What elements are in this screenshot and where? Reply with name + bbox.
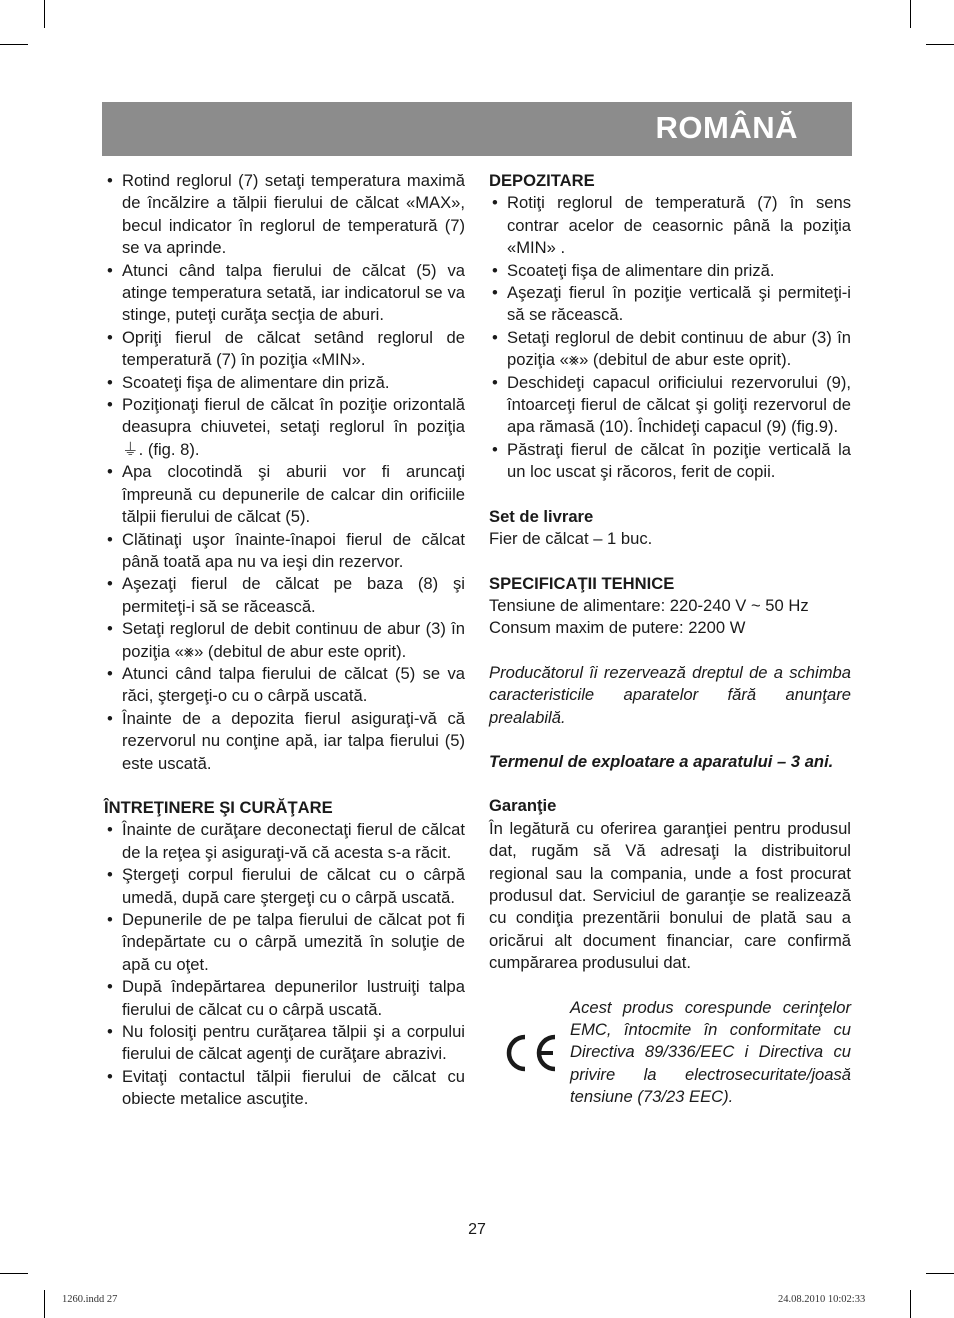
crop-mark: [44, 1290, 45, 1318]
ce-compliance-block: [489, 997, 851, 1109]
left-column: [104, 170, 465, 1111]
language-header-bar: [102, 102, 852, 156]
list-item: • Ştergeţi corpul fierului de călcat cu o cârpă umedă, după care ştergeţi cu o cârpă uscată.: [104, 864, 465, 909]
list-item: • Scoateţi fişa de alimentare din priză.: [489, 260, 851, 282]
crop-mark: [926, 1273, 954, 1274]
maintenance-list: [104, 819, 465, 1110]
list-item: • Aşezaţi fierul în poziţie verticală şi permiteţi-i să se răcească.: [489, 282, 851, 327]
list-item: • Nu folosiţi pentru curăţarea tălpii şi a corpului fierului de călcat agenţi de curăţare abrazivi.: [104, 1021, 465, 1066]
list-item: • Înainte de curăţare deconectaţi fierul de călcat de la reţea şi asiguraţi-vă că acesta s-a răcit.: [104, 819, 465, 864]
print-slug-date: 24.08.2010 10:02:33: [778, 1294, 866, 1305]
list-item: • După îndepărtarea depunerilor lustruiţi talpa fierului de călcat cu o cârpă uscată.: [104, 976, 465, 1021]
maintenance-heading: ÎNTREŢINERE ŞI CURĂŢARE: [104, 797, 333, 817]
list-item: • Poziţionaţi fierul de călcat în poziţie orizontală deasupra chiuvetei, setaţi reglorul în poziţia ⏚. (fig. 8).: [104, 394, 465, 461]
list-item: • Rotiţi reglorul de temperatură (7) în sens contrar acelor de ceasornic până la poziţia «MIN» .: [489, 192, 851, 259]
list-item: • Opriţi fierul de călcat setând reglorul de temperatură (7) în poziţia «MIN».: [104, 327, 465, 372]
list-item: • Atunci când talpa fierului de călcat (5) se va răci, ştergeţi-o cu o cârpă uscată.: [104, 663, 465, 708]
list-item: • Deschideţi capacul orificiului rezervorului (9), întoarceţi fierul de călcat şi goliţi rezervorul de apa rămasă (10). Închideţi capacul (9) (fig.9).: [489, 372, 851, 439]
crop-mark: [926, 44, 954, 45]
crop-mark: [0, 1273, 28, 1274]
crop-mark: [910, 1290, 911, 1318]
ce-mark-icon: [503, 1033, 559, 1073]
spec-power: Consum maxim de putere: 2200 W: [489, 618, 746, 638]
crop-mark: [0, 44, 28, 45]
delivery-heading: Set de livrare: [489, 506, 594, 526]
page-number: 27: [468, 1221, 486, 1238]
delivery-text: Fier de călcat – 1 buc.: [489, 529, 653, 549]
right-column: [489, 170, 851, 1109]
list-item: • Clătinaţi uşor înainte-înapoi fierul de călcat până toată apa nu va ieşi din rezervor.: [104, 529, 465, 574]
list-item: • Depunerile de pe talpa fierului de călcat pot fi îndepărtate cu o cârpă umezită în soluţie de apă cu oţet.: [104, 909, 465, 976]
print-slug-file: 1260.indd 27: [62, 1294, 118, 1305]
warranty-heading: Garanţie: [489, 796, 557, 816]
storage-list: [489, 192, 851, 483]
descaling-steps-list: [104, 170, 465, 775]
spec-voltage: Tensiune de alimentare: 220-240 V ~ 50 Hz: [489, 595, 809, 615]
list-item: • Scoateţi fişa de alimentare din priză.: [104, 372, 465, 394]
list-item: • Rotind reglorul (7) setaţi temperatura maximă de încălzire a tălpii fierului de călcat «MAX», becul indicator în reglorul de temperatură (7) se va aprinde.: [104, 170, 465, 260]
crop-mark: [910, 0, 911, 28]
list-item: • Apa clocotindă şi aburii vor fi aruncaţi împreună cu depunerile de calcar din orificiile tălpii fierului de călcat (5).: [104, 461, 465, 528]
storage-heading: DEPOZITARE: [489, 171, 595, 190]
service-life-note: Termenul de exploatare a aparatului – 3 ani.: [489, 751, 834, 771]
list-item: • Evitaţi contactul tălpii fierului de călcat cu obiecte metalice ascuţite.: [104, 1066, 465, 1111]
manufacturer-disclaimer: Producătorul îi rezervează dreptul de a schimba caracteristicile aparatelor fără anunţare prealabilă.: [489, 662, 851, 727]
list-item: • Păstraţi fierul de călcat în poziţie verticală la un loc uscat şi răcoros, ferit de copii.: [489, 439, 851, 484]
list-item: • Aşezaţi fierul de călcat pe baza (8) şi permiteţi-i să se răcească.: [104, 573, 465, 618]
list-item: • Setaţi reglorul de debit continuu de abur (3) în poziţia «⨳» (debitul de abur este oprit).: [489, 327, 851, 372]
language-title: ROMÂNĂ: [655, 110, 798, 145]
list-item: • Înainte de a depozita fierul asiguraţi-vă că rezervorul nu conţine apă, iar talpa fierului (5) este uscată.: [104, 708, 465, 775]
list-item: • Setaţi reglorul de debit continuu de abur (3) în poziţia «⨳» (debitul de abur este oprit).: [104, 618, 465, 663]
list-item: • Atunci când talpa fierului de călcat (5) va atinge temperatura setată, iar indicatorul se va stinge, puteţi curăţa secţia de aburi.: [104, 260, 465, 327]
specs-heading: SPECIFICAŢII TEHNICE: [489, 573, 675, 593]
warranty-text: În legătură cu oferirea garanţiei pentru produsul dat, rugăm să Vă adresaţi la distribuitorul regional sau la compania, unde a fost procurat produsul dat. Serviciul de garanţie se realizează cu condiţia prezentării bonului de plată sau a oricărui alt document financiar, care confirmă cumpărarea produsului dat.: [489, 818, 851, 973]
ce-compliance-text: Acest produs corespunde cerinţelor EMC, întocmite în conformitate cu Directiva 89/336/EEC i Directiva cu privire la electrosecuritate/joasă tensiune (73/23 EEC).: [570, 997, 851, 1107]
crop-mark: [44, 0, 45, 28]
